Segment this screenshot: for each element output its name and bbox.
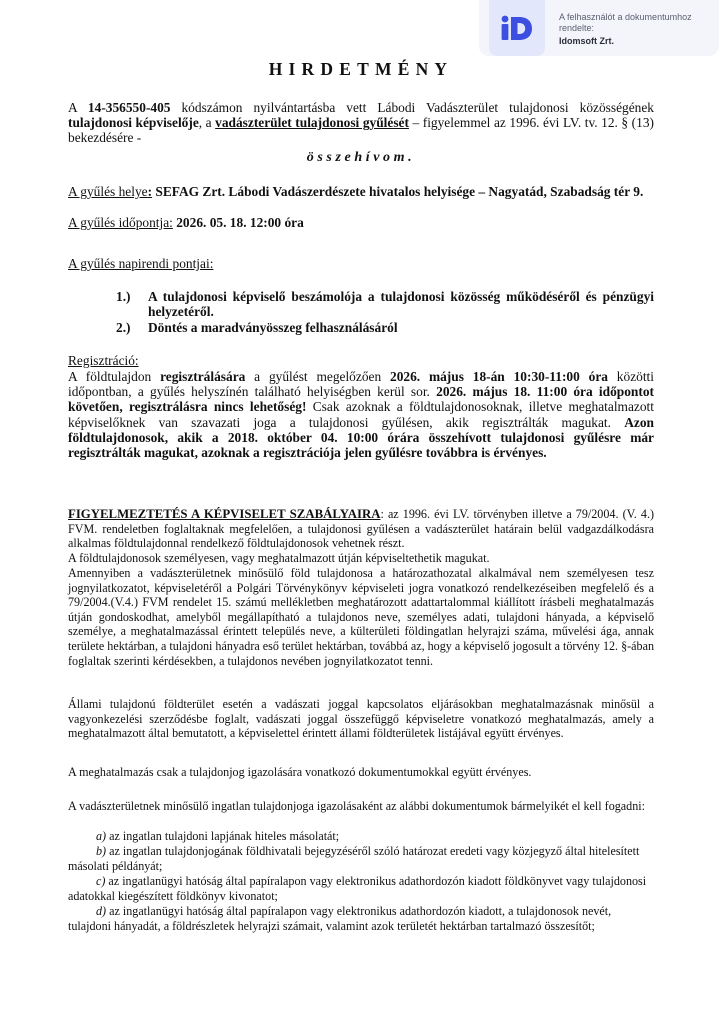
proof-item-text: az ingatlanügyi hatóság által papíralapon vagy elektronikus adathordozón kiadott, a tulajdonosok nevét, tulajdoni hányadát, a földrészletek helyrajzi számait, valamint azok területét hektárban tartalmazó összesítőt; (68, 904, 612, 933)
registration-text-4: Csak azoknak a földtulajdonosoknak, illetve meghatalmazott képviselőknek van szavazati joga a tulajdonosi gyűlésen, akik regisztrálták magukat. (68, 399, 654, 430)
registration-text-2: a gyűlést megelőzően (245, 369, 390, 384)
agenda-item-2 (116, 320, 654, 335)
proof-item-letter: b) (96, 844, 107, 858)
agenda-label-text: A gyűlés napirendi pontjai: (68, 256, 214, 271)
proof-item-b (68, 844, 654, 873)
warning-p2: A földtulajdonosok személyesen, vagy meghatalmazott útján képviseltethetik magukat. (68, 551, 490, 565)
proof-item-letter: d) (96, 904, 107, 918)
registration-deadline: 2026. május 18. 11:00 óra időpontot követően, regisztrálásra nincs lehetőség! (68, 384, 654, 415)
warning-label: FIGYELMEZTETÉS A KÉPVISELET SZABÁLYAIRA (68, 507, 381, 521)
registration-text-3: közötti időpontban, a gyűlés helyszínén található helyiségben kerül sor. (68, 369, 654, 400)
agenda-item-1 (116, 289, 654, 319)
badge-line-1: A felhasználót a dokumentumhoz (559, 12, 692, 22)
registration-previous-note: Azon földtulajdonosok, akik a 2018. október 04. 10:00 órára összehívott tulajdonosi gyűlésre már regisztrálták magukat, azoknak a regisztrációja jelen gyűlésre továbbra is érvényes. (68, 414, 654, 461)
venue-label: A gyűlés helye (68, 184, 148, 199)
badge-text (559, 12, 692, 47)
venue-colon: : (147, 184, 153, 199)
proof-item-text: az ingatlanügyi hatóság által papíralapon vagy elektronikus adathordozón kiadott földkönyvet vagy tulajdonosi adatokkal kiegészített földkönyv kivonatot; (68, 874, 647, 903)
convene-statement: összehívom. (306, 150, 416, 165)
warning-p3: Amennyiben a vadászterületnek minősülő föld tulajdonosa a határozathozatal alkalmával nem személyesen tesz jognyilatkozatot, képviseletéről a Polgári Törvénykönyv képviseleti jogra vonatkozó rendelkezéseiben megfelelő és a 79/2004.(V.4.) FVM rendelet 15. számú mellékletben meghatározott adattartalommal kiállított írásbeli meghatalmazás útján gondoskodhat, amelyből megállapítható a tulajdonos neve, személyes adati, tulajdoni hányada, a képviselő személye, a meghatalmazással érintett település neve, a külterületi földingatlan helyrajzi száma, művelési ága, annak területe hektárban, a tulajdoni hányadra eső terület hektárban, továbbá az, hogy a képviselő jogosult a törvény 12. §-ában foglaltak szerinti kérdésekben, a tulajdonos nevében jognyilatkozatot tenni. (68, 566, 655, 668)
id-logo-icon (500, 15, 534, 41)
authorization-note: A meghatalmazás csak a tulajdonjog igazolására vonatkozó dokumentumokkal együtt érvényes. (68, 765, 532, 779)
registration-date-window: 2026. május 18-án 10:30-11:00 óra (390, 369, 608, 384)
warning-paragraph (68, 507, 654, 551)
agenda-item-text: Döntés a maradványösszeg felhasználásáról (148, 320, 398, 335)
venue-value: SEFAG Zrt. Lábodi Vadászerdészete hivatalos helyisége – Nagyatád, Szabadság tér 9. (152, 184, 644, 199)
time-value: 2026. 05. 18. 12:00 óra (172, 215, 304, 230)
meeting-text: vadászterület tulajdonosi gyűlését (215, 115, 409, 131)
registration-bold-1: regisztrálására (160, 369, 246, 384)
intro-text-2: kódszámon nyilvántartásba vett Lábodi Vadászterület tulajdonosi közösségének (170, 100, 654, 115)
proof-item-text: az ingatlan tulajdoni lapjának hiteles másolatát; (106, 829, 340, 843)
idomsoft-logo-icon (489, 0, 545, 56)
proof-item-letter: a) (96, 829, 107, 843)
registry-code: 14-356550-405 (87, 100, 171, 115)
registration-text-1: A földtulajdon (68, 369, 161, 384)
proof-intro: A vadászterületnek minősülő ingatlan tulajdonjoga igazolásaként az alábbi dokumentumok bármelyikét el kell fogadni: (68, 799, 645, 813)
representative-text: tulajdonosi képviselője (68, 115, 199, 131)
intro-text-4: – figyelemmel az 1996. évi LV. tv. 12. § (13) bekezdésére - (68, 115, 654, 146)
assignment-badge (479, 0, 719, 56)
document-title: HIRDETMÉNY (268, 59, 454, 79)
intro-text-3: , a (198, 115, 216, 131)
time-label: A gyűlés időpontja: (68, 215, 173, 230)
intro-text-1: A (68, 100, 88, 115)
registration-label (68, 353, 654, 368)
agenda-item-number: 1.) (116, 289, 131, 304)
proof-item-d (68, 904, 654, 933)
badge-organization: Idomsoft Zrt. (559, 36, 614, 46)
registration-label-text: Regisztráció: (68, 353, 139, 368)
proof-item-letter: c) (96, 874, 106, 888)
intro-paragraph (68, 100, 654, 146)
time-paragraph (68, 215, 654, 230)
registration-paragraph (68, 369, 654, 460)
warning-text: : az 1996. évi LV. törvényben illetve a 79/2004. (V. 4.) FVM. rendeletben foglaltaknak megfelelően, a tulajdonosi gyűlésen a vadászterület határain belül vadgazdálkodásra alkalmas földtulajdonnal rendelkező földtulajdonosok vehetnek részt. (68, 507, 654, 551)
agenda-label (68, 256, 654, 271)
agenda-item-text: A tulajdonosi képviselő beszámolója a tulajdonosi közösség működéséről és pénzügyi helyzetéről. (148, 289, 654, 320)
venue-paragraph (68, 184, 654, 199)
warning-p4: Állami tulajdonú földterület esetén a vadászati joggal kapcsolatos eljárásokban meghatalmazásnak minősül a vagyonkezelési szerződésbe foglalt, vadászati joggal összefüggő képviseletre vonatkozó meghatalmazás, amely a meghatalmazott által bemutatott, a képviselettel érintett állami földterületek listájával együtt érvényes. (68, 697, 654, 741)
proof-item-text: az ingatlan tulajdonjogának földhivatali bejegyzéséről szóló határozat eredeti vagy közjegyző által hitelesített másolati példányát; (68, 844, 640, 873)
proof-item-a (68, 829, 654, 844)
badge-line-2: rendelte: (559, 23, 595, 33)
agenda-item-number: 2.) (116, 320, 131, 335)
proof-item-c (68, 874, 654, 903)
